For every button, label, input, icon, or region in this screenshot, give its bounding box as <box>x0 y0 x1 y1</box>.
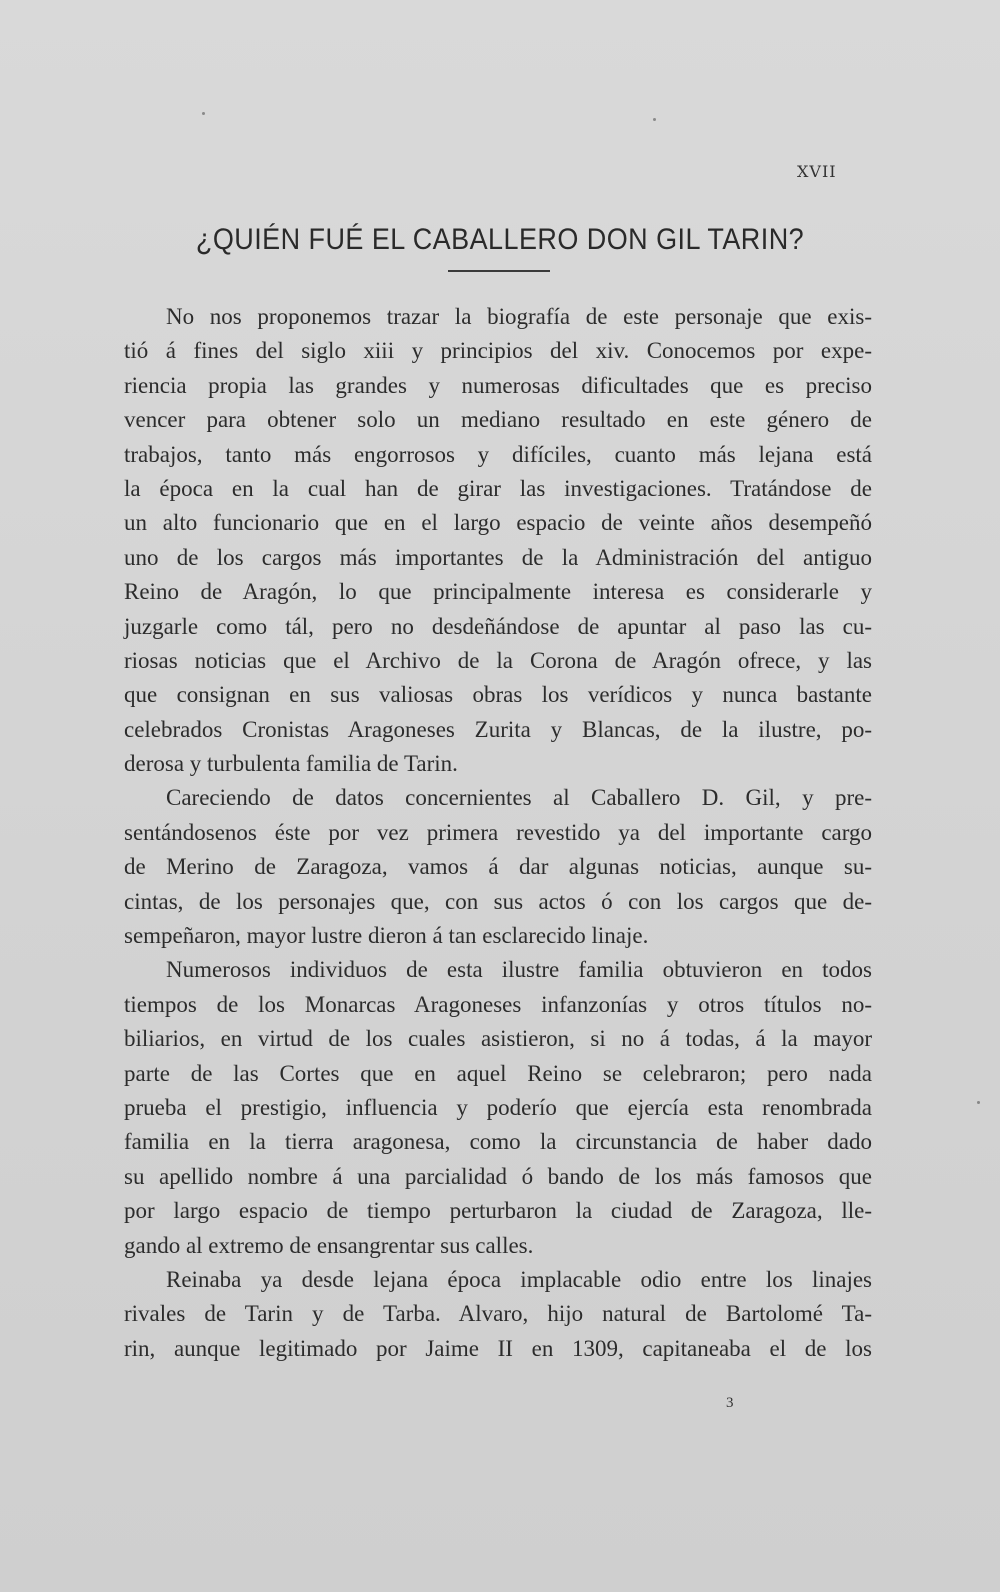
text-line: de Merino de Zaragoza, vamos á dar algunas noticias, aunque su- <box>124 854 872 880</box>
text-line: por largo espacio de tiempo perturbaron la ciudad de Zaragoza, lle- <box>124 1198 872 1224</box>
text-line: riencia propia las grandes y numerosas dificultades que es preciso <box>124 372 872 398</box>
text-line: trabajos, tanto más engorrosos y difíciles, cuanto más lejana está <box>124 441 872 467</box>
text-line: celebrados Cronistas Aragoneses Zurita y Blancas, de la ilustre, po- <box>124 716 872 742</box>
text-line: rivales de Tarin y de Tarba. Alvaro, hijo natural de Bartolomé Ta- <box>124 1301 872 1327</box>
text-line: derosa y turbulenta familia de Tarin. <box>124 751 458 777</box>
chapter-title: ¿QUIÉN FUÉ EL CABALLERO DON GIL TARIN? <box>195 223 805 256</box>
text-line: familia en la tierra aragonesa, como la circunstancia de haber dado <box>124 1129 872 1155</box>
text-line: uno de los cargos más importantes de la Administración del antiguo <box>124 544 872 570</box>
text-line: No nos proponemos trazar la biografía de este personaje que exis- <box>166 304 872 329</box>
text-line: prueba el prestigio, influencia y poderío que ejercía esta renombrada <box>124 1094 872 1120</box>
text-line: Reinaba ya desde lejana época implacable odio entre los linajes <box>166 1266 872 1292</box>
text-line: cintas, de los personajes que, con sus actos ó con los cargos que de- <box>124 888 872 914</box>
text-line: gando al extremo de ensangrentar sus calles. <box>124 1232 534 1258</box>
text-line: sentándosenos éste por vez primera revestido ya del importante cargo <box>124 819 872 845</box>
signature-mark: 3 <box>726 1395 734 1411</box>
text-line: sempeñaron, mayor lustre dieron á tan esclarecido linaje. <box>124 923 649 949</box>
text-line: tiempos de los Monarcas Aragoneses infanzonías y otros títulos no- <box>124 991 872 1017</box>
text-line: Numerosos individuos de esta ilustre familia obtuvieron en todos <box>166 957 872 983</box>
text-line: la época en la cual han de girar las investigaciones. Tratándose de <box>124 475 872 501</box>
paper-speck <box>202 112 205 115</box>
text-line: riosas noticias que el Archivo de la Corona de Aragón ofrece, y las <box>124 647 872 673</box>
text-line: que consignan en sus valiosas obras los verídicos y nunca bastante <box>124 682 872 708</box>
text-line: Reino de Aragón, lo que principalmente interesa es considerarle y <box>124 579 872 605</box>
text-line: parte de las Cortes que en aquel Reino se celebraron; pero nada <box>124 1060 872 1086</box>
page-folio: XVII <box>797 162 837 181</box>
text-line: Careciendo de datos concernientes al Caballero D. Gil, y pre- <box>166 785 872 811</box>
title-divider <box>448 270 550 272</box>
text-line: tió á fines del siglo xiii y principios del xiv. Conocemos por expe- <box>124 338 872 364</box>
text-line: juzgarle como tál, pero no desdeñándose de apuntar al paso las cu- <box>124 613 872 639</box>
text-line: su apellido nombre á una parcialidad ó bando de los más famosos que <box>124 1163 872 1189</box>
text-line: un alto funcionario que en el largo espacio de veinte años desempeñó <box>124 510 872 536</box>
paper-speck <box>977 1101 980 1104</box>
body-text <box>124 300 872 1366</box>
text-line: vencer para obtener solo un mediano resultado en este género de <box>124 407 872 433</box>
text-line: biliarios, en virtud de los cuales asistieron, si no á todas, á la mayor <box>124 1026 872 1052</box>
text-line: rin, aunque legitimado por Jaime II en 1309, capitaneaba el de los <box>124 1335 872 1361</box>
paper-speck <box>653 118 656 121</box>
